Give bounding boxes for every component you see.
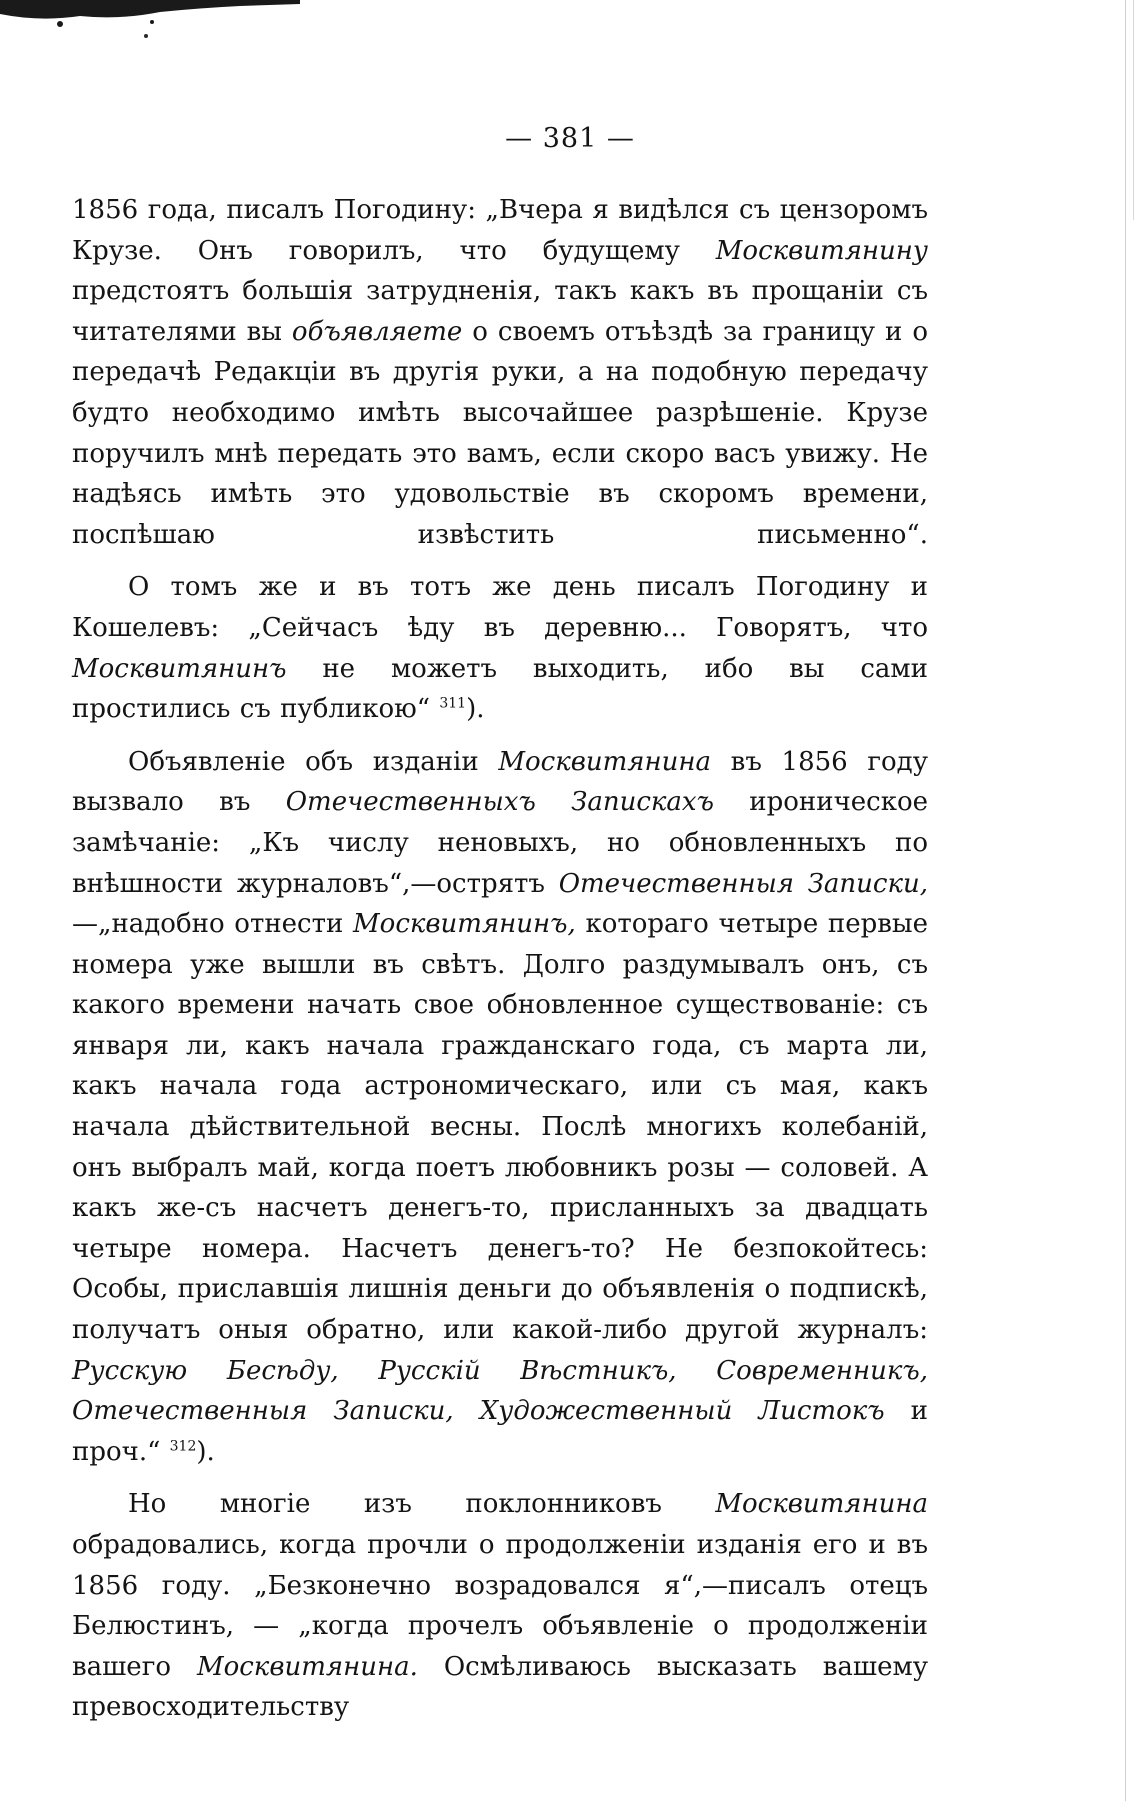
text-run: Осмѣливаюсь высказать вашему превосходительству: [72, 1651, 928, 1723]
scan-edge-line: [1125, 0, 1126, 1801]
footnote-ref: 311: [439, 695, 467, 712]
text-run: ироническое замѣчаніе: „Къ числу неновыхъ, но обновленныхъ по внѣшности журналовъ“,—острятъ: [72, 787, 928, 899]
text-run: Но многіе изъ поклонниковъ: [128, 1489, 716, 1520]
text-run: въ 1856 году вызвало въ: [72, 746, 928, 818]
italic-title-list: Русскую Бесѣду, Русскій Вѣстникъ, Современникъ, Отечественныя Записки, Художественный Листокъ: [72, 1355, 928, 1427]
text-run: ).: [196, 1436, 215, 1467]
paragraph-2: [72, 567, 928, 729]
text-run: 1856 года, писалъ Погодину: „Вчера я видѣлся съ цензоромъ Крузе. Онъ говорилъ, что будущему: [72, 195, 928, 266]
italic-title: Москвитянинъ: [72, 653, 287, 684]
text-run: ).: [466, 694, 485, 725]
italic-title: Москвитянина.: [196, 1651, 418, 1682]
italic-word: объявляете: [291, 316, 463, 347]
text-run: не можетъ выходить, ибо вы сами простились съ публикою“: [72, 653, 928, 725]
body-text: [72, 190, 928, 1740]
italic-title: Отечественныхъ Запискахъ: [285, 787, 714, 818]
paragraph-1: [72, 190, 928, 555]
italic-title: Москвитянина: [715, 1489, 928, 1520]
page-number: — 381 —: [505, 123, 635, 154]
italic-title: Москвитянину: [715, 235, 928, 266]
text-run: —„надобно отнести: [72, 909, 354, 940]
text-run: О томъ же и въ тотъ же день писалъ Погодину и Кошелевъ: „Сейчасъ ѣду въ деревню... Говорятъ, что: [72, 572, 928, 643]
scan-edge-line: [1133, 0, 1134, 220]
italic-title: Отечественныя Записки,: [558, 868, 928, 899]
footnote-ref: 312: [169, 1438, 197, 1455]
text-run: о своемъ отъѣздѣ за границу и о передачѣ Редакціи въ другія руки, а на подобную передачу будто необходимо имѣть высочайшее разрѣшеніе. Крузе поручилъ мнѣ передать это вамъ, если скоро васъ увижу. Не надѣясь имѣть это удовольствіе въ скоромъ времени, поспѣшаю извѣстить письменно“.: [72, 316, 928, 550]
italic-title: Москвитянина: [498, 746, 711, 777]
text-run: Объявленіе объ изданіи: [128, 746, 499, 777]
italic-title: Москвитянинъ,: [353, 909, 576, 940]
text-run: предстоятъ большія затрудненія, такъ какъ въ прощаніи съ читателями вы: [72, 276, 928, 347]
scan-smudge: [0, 0, 300, 40]
text-run: и проч.“: [72, 1396, 928, 1467]
paragraph-4: [72, 1484, 928, 1728]
text-run: котораго четыре первые номера уже вышли въ свѣтъ. Долго раздумывалъ онъ, съ какого времени начать свое обновленное существованіе: съ января ли, какъ начала гражданскаго года, съ марта ли, какъ начала года астрономическаго, или съ мая, какъ начала дѣйствительной весны. Послѣ многихъ колебаній, онъ выбралъ май, когда поетъ любовникъ розы — соловей. А какъ же-съ насчетъ денегъ-то, присланныхъ за двадцать четыре номера. Насчетъ денегъ-то? Не безпокойтесь: Особы, приславшія лишнія деньги до объявленія о подпискѣ, получатъ оныя обратно, или какой-либо другой журналъ:: [72, 909, 928, 1346]
text-run: обрадовались, когда прочли о продолженіи изданія его и въ 1856 году. „Безконечно возрадовался я“,—писалъ отецъ Белюстинъ, — „когда прочелъ объявленіе о продолженіи вашего: [72, 1530, 928, 1682]
paragraph-3: [72, 742, 928, 1473]
